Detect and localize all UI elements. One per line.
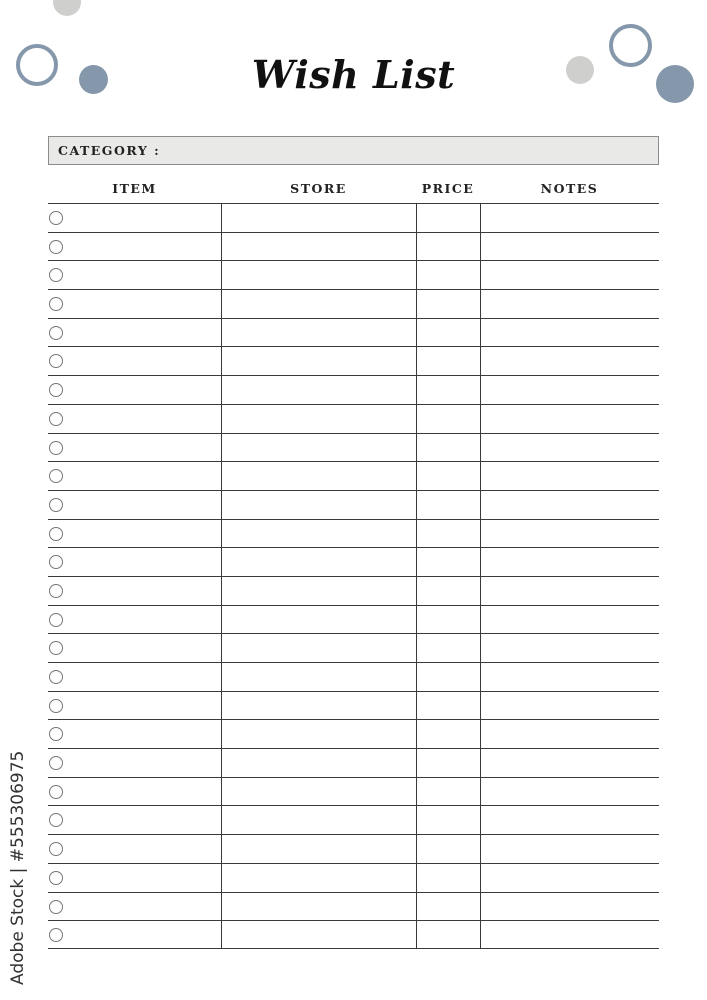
table-row [48, 748, 659, 777]
checkbox-circle[interactable] [49, 412, 63, 426]
table-row [48, 318, 659, 347]
item-cell[interactable] [66, 921, 221, 948]
checkbox-circle[interactable] [49, 641, 63, 655]
notes-cell[interactable] [480, 290, 660, 318]
notes-cell[interactable] [480, 749, 660, 777]
price-cell[interactable] [416, 548, 481, 576]
notes-cell[interactable] [480, 548, 660, 576]
item-cell[interactable] [66, 634, 221, 662]
column-header-price: PRICE [421, 181, 475, 196]
column-header-item: ITEM [112, 181, 157, 196]
table-row [48, 547, 659, 576]
item-cell[interactable] [66, 462, 221, 490]
item-cell[interactable] [66, 692, 221, 720]
store-cell[interactable] [221, 720, 417, 748]
checkbox-circle[interactable] [49, 670, 63, 684]
price-cell[interactable] [416, 491, 481, 519]
checkbox-circle[interactable] [49, 928, 63, 942]
notes-cell[interactable] [480, 606, 660, 634]
item-cell[interactable] [66, 606, 221, 634]
notes-cell[interactable] [480, 634, 660, 662]
page-title: Wish List [251, 52, 456, 97]
category-label: CATEGORY : [58, 143, 161, 158]
price-cell[interactable] [416, 577, 481, 605]
price-cell[interactable] [416, 893, 481, 921]
item-cell[interactable] [66, 806, 221, 834]
stock-watermark: Adobe Stock | #555306975 [8, 750, 28, 985]
checkbox-circle[interactable] [49, 326, 63, 340]
price-cell[interactable] [416, 663, 481, 691]
price-cell[interactable] [416, 806, 481, 834]
table-row [48, 920, 659, 949]
checkbox-circle[interactable] [49, 900, 63, 914]
notes-cell[interactable] [480, 921, 660, 948]
store-cell[interactable] [221, 634, 417, 662]
item-cell[interactable] [66, 319, 221, 347]
store-cell[interactable] [221, 577, 417, 605]
checkbox-circle[interactable] [49, 613, 63, 627]
table-row [48, 433, 659, 462]
table-row [48, 461, 659, 490]
store-cell[interactable] [221, 204, 417, 232]
store-cell[interactable] [221, 261, 417, 289]
store-cell[interactable] [221, 347, 417, 375]
checkbox-circle[interactable] [49, 297, 63, 311]
store-cell[interactable] [221, 233, 417, 261]
checkbox-circle[interactable] [49, 555, 63, 569]
store-cell[interactable] [221, 376, 417, 404]
price-cell[interactable] [416, 462, 481, 490]
item-cell[interactable] [66, 663, 221, 691]
price-cell[interactable] [416, 233, 481, 261]
notes-cell[interactable] [480, 434, 660, 462]
item-cell[interactable] [66, 520, 221, 548]
price-cell[interactable] [416, 606, 481, 634]
table-row [48, 519, 659, 548]
notes-cell[interactable] [480, 233, 660, 261]
store-cell[interactable] [221, 290, 417, 318]
store-cell[interactable] [221, 491, 417, 519]
store-cell[interactable] [221, 663, 417, 691]
wish-list-table [48, 203, 659, 949]
item-cell[interactable] [66, 290, 221, 318]
notes-cell[interactable] [480, 720, 660, 748]
notes-cell[interactable] [480, 893, 660, 921]
price-cell[interactable] [416, 692, 481, 720]
store-cell[interactable] [221, 462, 417, 490]
price-cell[interactable] [416, 634, 481, 662]
item-cell[interactable] [66, 233, 221, 261]
price-cell[interactable] [416, 290, 481, 318]
store-cell[interactable] [221, 864, 417, 892]
notes-cell[interactable] [480, 491, 660, 519]
notes-cell[interactable] [480, 261, 660, 289]
checkbox-circle[interactable] [49, 498, 63, 512]
checkbox-circle[interactable] [49, 383, 63, 397]
store-cell[interactable] [221, 405, 417, 433]
checkbox-circle[interactable] [49, 268, 63, 282]
item-cell[interactable] [66, 749, 221, 777]
checkbox-circle[interactable] [49, 756, 63, 770]
notes-cell[interactable] [480, 806, 660, 834]
table-row [48, 404, 659, 433]
item-cell[interactable] [66, 720, 221, 748]
item-cell[interactable] [66, 548, 221, 576]
table-row [48, 777, 659, 806]
checkbox-circle[interactable] [49, 584, 63, 598]
price-cell[interactable] [416, 520, 481, 548]
table-row [48, 289, 659, 318]
notes-cell[interactable] [480, 835, 660, 863]
checkbox-circle[interactable] [49, 211, 63, 225]
price-cell[interactable] [416, 204, 481, 232]
checkbox-circle[interactable] [49, 785, 63, 799]
item-cell[interactable] [66, 261, 221, 289]
checkbox-circle[interactable] [49, 699, 63, 713]
column-header-notes: NOTES [540, 181, 599, 196]
price-cell[interactable] [416, 319, 481, 347]
item-cell[interactable] [66, 434, 221, 462]
store-cell[interactable] [221, 893, 417, 921]
item-cell[interactable] [66, 893, 221, 921]
column-header-store: STORE [290, 181, 347, 196]
store-cell[interactable] [221, 520, 417, 548]
item-cell[interactable] [66, 376, 221, 404]
item-cell[interactable] [66, 778, 221, 806]
notes-cell[interactable] [480, 778, 660, 806]
price-cell[interactable] [416, 261, 481, 289]
table-row [48, 662, 659, 691]
store-cell[interactable] [221, 434, 417, 462]
price-cell[interactable] [416, 405, 481, 433]
price-cell[interactable] [416, 434, 481, 462]
price-cell[interactable] [416, 864, 481, 892]
checkbox-circle[interactable] [49, 842, 63, 856]
table-row [48, 260, 659, 289]
notes-cell[interactable] [480, 663, 660, 691]
checkbox-circle[interactable] [49, 727, 63, 741]
table-row [48, 605, 659, 634]
price-cell[interactable] [416, 376, 481, 404]
price-cell[interactable] [416, 835, 481, 863]
checkbox-circle[interactable] [49, 240, 63, 254]
checkbox-circle[interactable] [49, 527, 63, 541]
item-cell[interactable] [66, 864, 221, 892]
store-cell[interactable] [221, 606, 417, 634]
table-row [48, 490, 659, 519]
checkbox-circle[interactable] [49, 354, 63, 368]
notes-cell[interactable] [480, 577, 660, 605]
table-row [48, 834, 659, 863]
price-cell[interactable] [416, 921, 481, 948]
price-cell[interactable] [416, 778, 481, 806]
notes-cell[interactable] [480, 204, 660, 232]
store-cell[interactable] [221, 806, 417, 834]
item-cell[interactable] [66, 835, 221, 863]
notes-cell[interactable] [480, 376, 660, 404]
price-cell[interactable] [416, 720, 481, 748]
table-row [48, 863, 659, 892]
store-cell[interactable] [221, 921, 417, 948]
store-cell[interactable] [221, 692, 417, 720]
store-cell[interactable] [221, 319, 417, 347]
table-row [48, 892, 659, 921]
price-cell[interactable] [416, 347, 481, 375]
item-cell[interactable] [66, 491, 221, 519]
store-cell[interactable] [221, 548, 417, 576]
store-cell[interactable] [221, 749, 417, 777]
table-row [48, 719, 659, 748]
notes-cell[interactable] [480, 520, 660, 548]
item-cell[interactable] [66, 405, 221, 433]
table-row [48, 346, 659, 375]
notes-cell[interactable] [480, 405, 660, 433]
store-cell[interactable] [221, 835, 417, 863]
table-row [48, 232, 659, 261]
table-row [48, 805, 659, 834]
checkbox-circle[interactable] [49, 469, 63, 483]
table-row [48, 633, 659, 662]
item-cell[interactable] [66, 204, 221, 232]
notes-cell[interactable] [480, 864, 660, 892]
checkbox-circle[interactable] [49, 813, 63, 827]
table-row [48, 691, 659, 720]
category-field[interactable] [48, 136, 659, 165]
notes-cell[interactable] [480, 462, 660, 490]
table-row [48, 576, 659, 605]
price-cell[interactable] [416, 749, 481, 777]
table-row [48, 203, 659, 232]
checkbox-circle[interactable] [49, 441, 63, 455]
checkbox-circle[interactable] [49, 871, 63, 885]
item-cell[interactable] [66, 347, 221, 375]
deco-dot-top-left-gray [53, 0, 81, 16]
notes-cell[interactable] [480, 319, 660, 347]
table-row [48, 375, 659, 404]
notes-cell[interactable] [480, 692, 660, 720]
item-cell[interactable] [66, 577, 221, 605]
store-cell[interactable] [221, 778, 417, 806]
notes-cell[interactable] [480, 347, 660, 375]
